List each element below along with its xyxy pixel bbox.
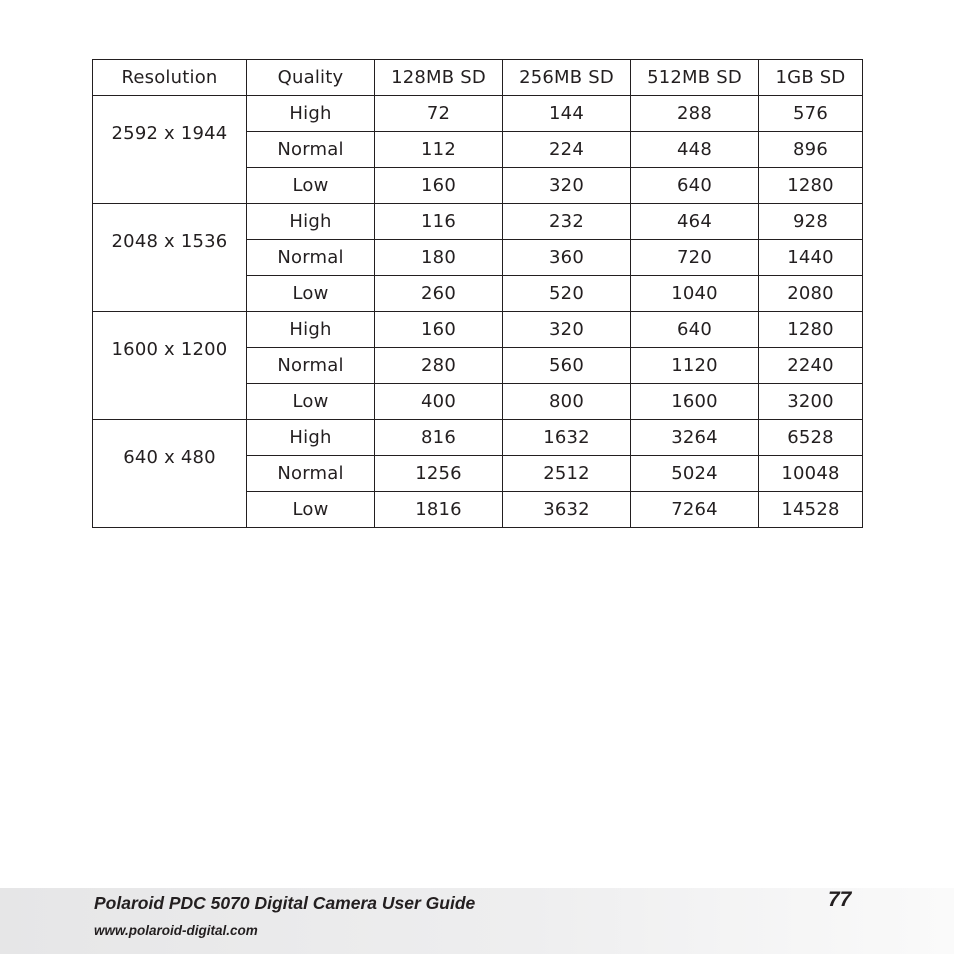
value-cell: 1816	[375, 492, 503, 528]
value-cell: 6528	[759, 420, 863, 456]
value-cell: 448	[631, 132, 759, 168]
value-cell: 5024	[631, 456, 759, 492]
value-cell: 464	[631, 204, 759, 240]
quality-cell: High	[247, 96, 375, 132]
value-cell: 1256	[375, 456, 503, 492]
value-cell: 640	[631, 168, 759, 204]
value-cell: 1040	[631, 276, 759, 312]
resolution-cell: 2048 x 1536	[93, 204, 247, 312]
value-cell: 72	[375, 96, 503, 132]
quality-cell: Low	[247, 384, 375, 420]
quality-cell: Normal	[247, 132, 375, 168]
table-row	[93, 420, 863, 456]
quality-cell: High	[247, 420, 375, 456]
footer-title: Polaroid PDC 5070 Digital Camera User Guide	[94, 893, 476, 913]
value-cell: 3200	[759, 384, 863, 420]
value-cell: 1600	[631, 384, 759, 420]
quality-cell: High	[247, 204, 375, 240]
value-cell: 1440	[759, 240, 863, 276]
header-128mb: 128MB SD	[375, 60, 503, 96]
header-512mb: 512MB SD	[631, 60, 759, 96]
capacity-table	[92, 59, 863, 528]
quality-cell: Low	[247, 492, 375, 528]
value-cell: 2080	[759, 276, 863, 312]
value-cell: 144	[503, 96, 631, 132]
value-cell: 1120	[631, 348, 759, 384]
value-cell: 640	[631, 312, 759, 348]
value-cell: 160	[375, 168, 503, 204]
value-cell: 180	[375, 240, 503, 276]
quality-cell: Normal	[247, 240, 375, 276]
value-cell: 280	[375, 348, 503, 384]
value-cell: 10048	[759, 456, 863, 492]
value-cell: 560	[503, 348, 631, 384]
quality-cell: Normal	[247, 348, 375, 384]
value-cell: 232	[503, 204, 631, 240]
value-cell: 3632	[503, 492, 631, 528]
resolution-cell: 640 x 480	[93, 420, 247, 528]
value-cell: 160	[375, 312, 503, 348]
resolution-cell: 1600 x 1200	[93, 312, 247, 420]
value-cell: 576	[759, 96, 863, 132]
quality-cell: Low	[247, 276, 375, 312]
value-cell: 360	[503, 240, 631, 276]
value-cell: 224	[503, 132, 631, 168]
value-cell: 3264	[631, 420, 759, 456]
table-row	[93, 312, 863, 348]
value-cell: 896	[759, 132, 863, 168]
value-cell: 1632	[503, 420, 631, 456]
value-cell: 14528	[759, 492, 863, 528]
value-cell: 260	[375, 276, 503, 312]
value-cell: 320	[503, 312, 631, 348]
header-resolution: Resolution	[93, 60, 247, 96]
table-row	[93, 204, 863, 240]
value-cell: 816	[375, 420, 503, 456]
header-1gb: 1GB SD	[759, 60, 863, 96]
quality-cell: Normal	[247, 456, 375, 492]
value-cell: 7264	[631, 492, 759, 528]
value-cell: 320	[503, 168, 631, 204]
table-row	[93, 96, 863, 132]
table-header-row	[93, 60, 863, 96]
value-cell: 1280	[759, 168, 863, 204]
header-256mb: 256MB SD	[503, 60, 631, 96]
value-cell: 2240	[759, 348, 863, 384]
value-cell: 116	[375, 204, 503, 240]
value-cell: 520	[503, 276, 631, 312]
value-cell: 1280	[759, 312, 863, 348]
quality-cell: High	[247, 312, 375, 348]
value-cell: 400	[375, 384, 503, 420]
value-cell: 288	[631, 96, 759, 132]
quality-cell: Low	[247, 168, 375, 204]
page-number: 77	[828, 888, 852, 911]
header-quality: Quality	[247, 60, 375, 96]
value-cell: 800	[503, 384, 631, 420]
value-cell: 2512	[503, 456, 631, 492]
value-cell: 928	[759, 204, 863, 240]
footer-url: www.polaroid-digital.com	[94, 923, 258, 938]
resolution-cell: 2592 x 1944	[93, 96, 247, 204]
value-cell: 112	[375, 132, 503, 168]
value-cell: 720	[631, 240, 759, 276]
